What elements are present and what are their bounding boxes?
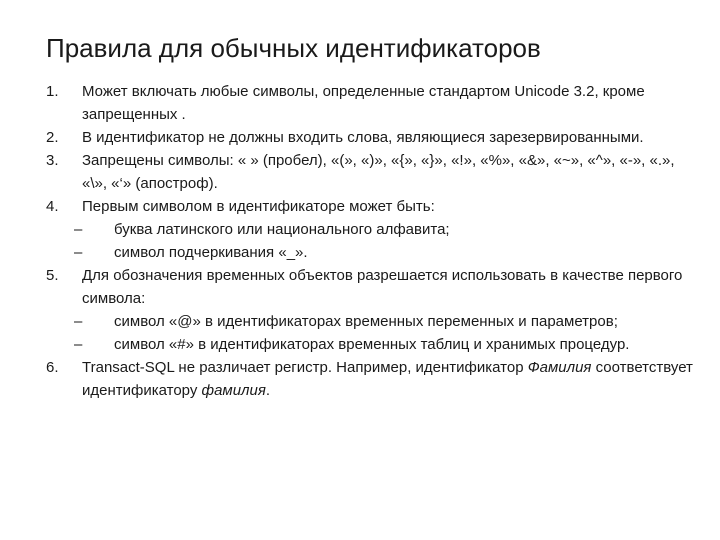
list-item (46, 149, 696, 195)
sub-item (46, 218, 696, 241)
list-item (46, 126, 696, 149)
item-text: Запрещены символы: « » (пробел), «(», «)», «{», «}», «!», «%», «&», «~», «^», «-», «.», «\», «‘» (апостроф). (82, 152, 675, 192)
list-item (46, 195, 696, 218)
sub-item-text: буква латинского или национального алфавита; (114, 221, 450, 238)
sub-item (46, 241, 696, 264)
sub-item-dash: – (74, 336, 83, 353)
item-number: 3. (46, 152, 59, 169)
list-item (46, 80, 696, 126)
item-text: . (265, 382, 271, 399)
item-text: Может включать любые символы, определенные стандартом Unicode 3.2, кроме запрещенных . (82, 83, 645, 123)
sub-item (46, 310, 696, 333)
list-item (46, 264, 696, 310)
rules-list (46, 80, 696, 402)
item-number: 4. (46, 198, 59, 215)
sub-item-text: символ «@» в идентификаторах временных переменных и параметров; (114, 313, 618, 330)
item-number: 5. (46, 267, 59, 284)
item-number: 2. (46, 129, 59, 146)
item-text: соответствует идентификатору (82, 359, 693, 399)
sub-item-dash: – (74, 313, 83, 330)
slide-title: Правила для обычных идентификаторов (46, 33, 541, 63)
item-emphasis: фамилия (201, 382, 266, 399)
sub-item (46, 333, 696, 356)
list-item (46, 356, 696, 402)
item-text: Первым символом в идентификаторе может быть: (82, 198, 435, 215)
sub-item-text: символ подчеркивания «_». (114, 244, 308, 261)
sub-item-dash: – (74, 244, 83, 261)
item-text: Для обозначения временных объектов разрешается использовать в качестве первого символа: (82, 267, 683, 307)
item-text: Transact-SQL не различает регистр. Например, идентификатор (82, 359, 528, 376)
sub-item-text: символ «#» в идентификаторах временных таблиц и хранимых процедур. (114, 336, 630, 353)
item-number: 1. (46, 83, 59, 100)
item-emphasis: Фамилия (527, 359, 592, 376)
item-number: 6. (46, 359, 59, 376)
item-text: В идентификатор не должны входить слова, являющиеся зарезервированными. (82, 129, 644, 146)
sub-item-dash: – (74, 221, 83, 238)
